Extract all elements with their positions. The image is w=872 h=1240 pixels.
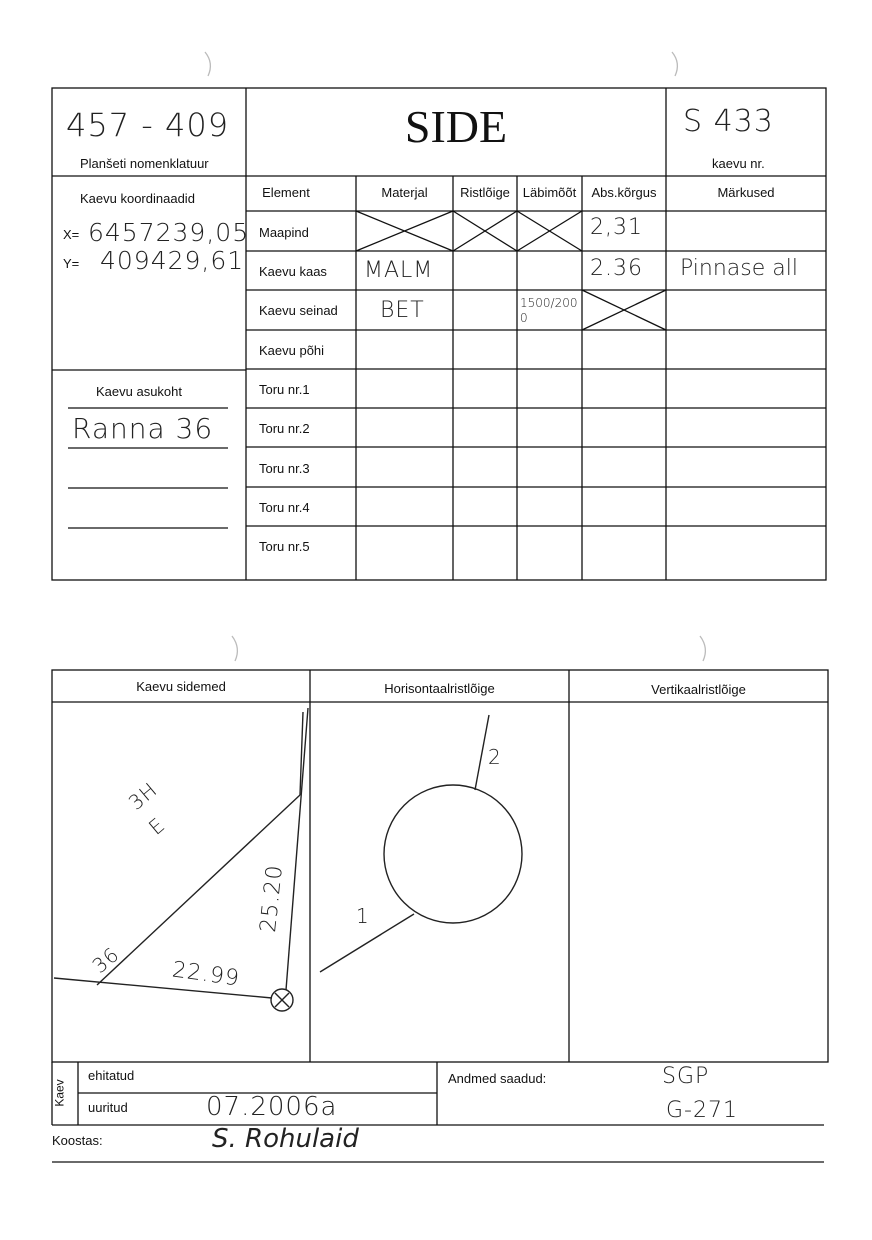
cell-seinad-labimoot: 1500/2000	[520, 296, 578, 325]
cell-seinad-materjal: BET	[380, 298, 425, 323]
y-value: 409429,61	[100, 246, 245, 275]
col-header-element: Element	[262, 185, 310, 200]
col-header-materjal: Materjal	[381, 185, 428, 200]
y-label: Y=	[63, 256, 80, 271]
row-label-toru-2: Toru nr.2	[259, 421, 310, 436]
sketch-corner-label: 36	[87, 941, 124, 979]
koostas-value: S. Rohulaid	[212, 1124, 359, 1154]
row-label-toru-4: Toru nr.4	[259, 500, 310, 515]
col-header-abs: Abs.kõrgus	[591, 185, 657, 200]
uuritud-value: 07.2006a	[206, 1092, 338, 1122]
section-pipe2-label: 2	[488, 745, 502, 769]
ehitatud-label: ehitatud	[88, 1068, 135, 1083]
section-pipe1-label: 1	[356, 904, 370, 928]
andmed-label: Andmed saadud:	[448, 1071, 547, 1086]
row-label-kaevu-seinad: Kaevu seinad	[259, 303, 338, 318]
andmed-value-1: SGP	[662, 1064, 710, 1089]
x-label: X=	[63, 227, 80, 242]
sketch-house-letter: E	[143, 812, 170, 840]
sketch-house-label: 3H	[123, 777, 162, 815]
col-label-horisontaal: Horisontaalristlõige	[384, 681, 495, 696]
cell-maapind-abs: 2,31	[590, 215, 643, 240]
row-label-toru-1: Toru nr.1	[259, 382, 310, 397]
row-label-kaevu-pohi: Kaevu põhi	[259, 343, 325, 358]
col-header-markused: Märkused	[717, 185, 775, 200]
cell-kaas-markused: Pinnase all	[680, 256, 798, 281]
col-header-labimoot: Läbimõõt	[522, 185, 577, 200]
well-number-label: kaevu nr.	[712, 156, 765, 171]
col-header-ristloige: Ristlõige	[460, 185, 510, 200]
nomenclature-label: Planšeti nomenklatuur	[80, 156, 209, 171]
col-label-sidemed: Kaevu sidemed	[136, 679, 226, 694]
x-value: 6457239,05	[88, 218, 250, 247]
nomenclature-value: 457 - 409	[66, 106, 230, 144]
sketch-dist-bottom: 22.99	[170, 957, 242, 992]
form-title: SIDE	[404, 101, 508, 152]
row-label-toru-3: Toru nr.3	[259, 461, 310, 476]
row-label-maapind: Maapind	[259, 225, 309, 240]
cell-kaas-abs: 2.36	[590, 256, 643, 281]
sketch-dist-right: 25.20	[256, 863, 288, 934]
location-label: Kaevu asukoht	[96, 384, 183, 399]
uuritud-label: uuritud	[88, 1100, 128, 1115]
coords-label: Kaevu koordinaadid	[80, 191, 195, 206]
koostas-label: Koostas:	[52, 1133, 103, 1148]
kaev-label: Kaev	[52, 1079, 67, 1107]
well-number-value: S 433	[683, 104, 774, 139]
andmed-value-2: G-271	[666, 1098, 738, 1123]
row-label-toru-5: Toru nr.5	[259, 539, 310, 554]
col-label-vertikaal: Vertikaalristlõige	[651, 682, 746, 697]
cell-kaas-materjal: MALM	[364, 258, 434, 283]
location-value: Ranna 36	[72, 412, 214, 445]
row-label-kaevu-kaas: Kaevu kaas	[259, 264, 327, 279]
